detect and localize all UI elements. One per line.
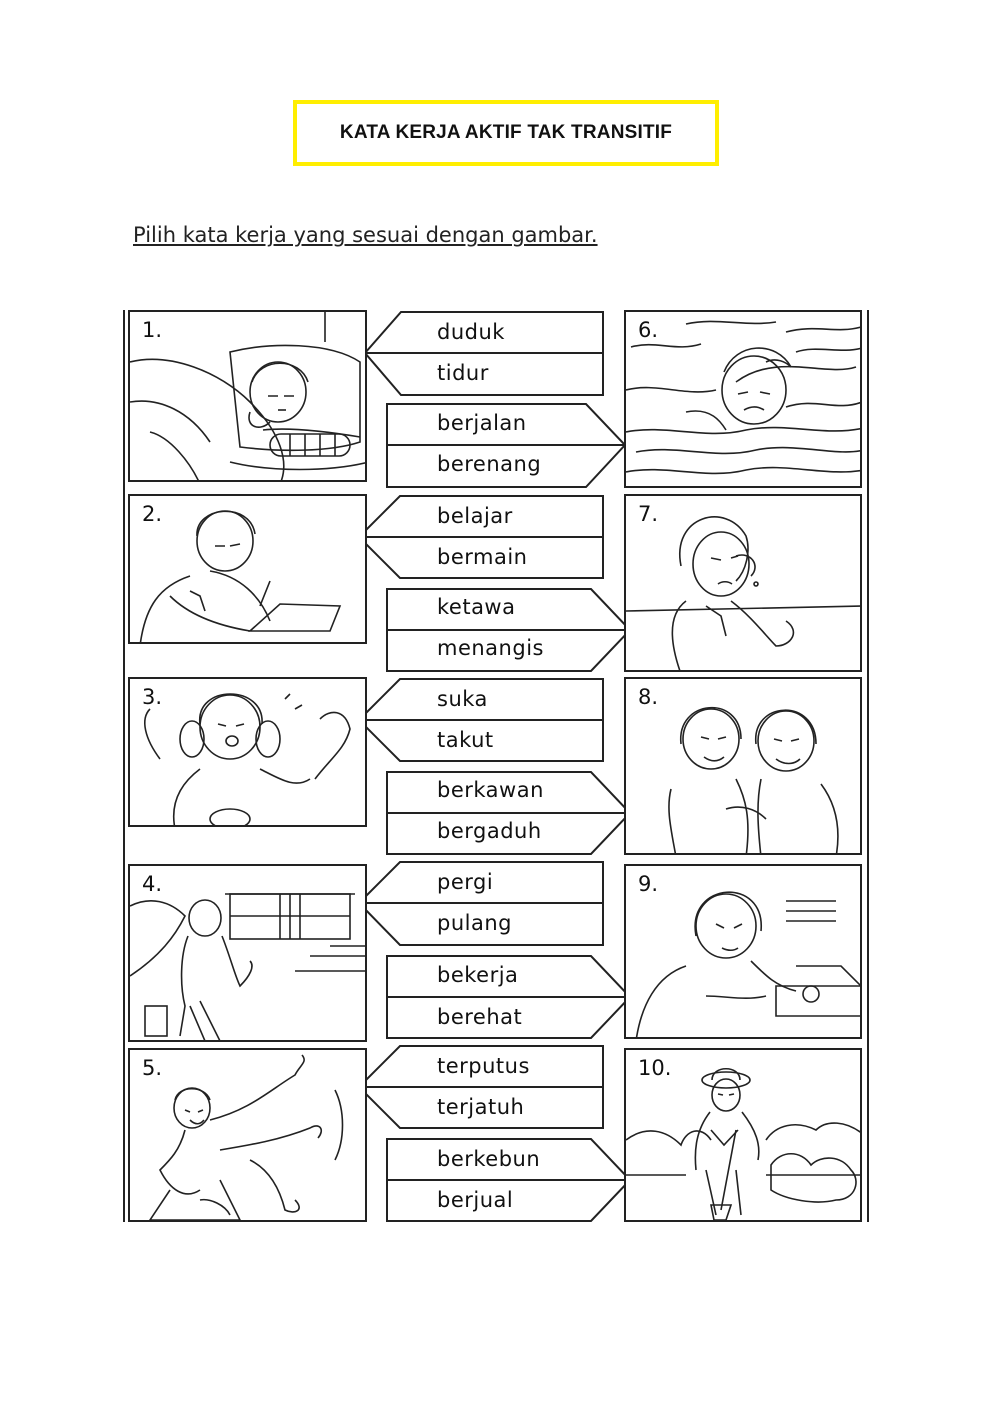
boy-falling-illustration bbox=[130, 1050, 367, 1222]
studying-boy-illustration bbox=[130, 496, 367, 644]
option-word[interactable]: suka bbox=[437, 687, 488, 711]
item-number: 4. bbox=[142, 872, 163, 896]
crying-girl-illustration bbox=[626, 496, 862, 672]
option-word[interactable]: pulang bbox=[437, 911, 512, 935]
option-word[interactable]: duduk bbox=[437, 320, 505, 344]
picture-panel bbox=[128, 864, 367, 1042]
page-title: KATA KERJA AKTIF TAK TRANSITIF bbox=[339, 122, 673, 143]
option-word[interactable]: ketawa bbox=[437, 595, 516, 619]
option-word[interactable]: terputus bbox=[437, 1054, 530, 1078]
option-word[interactable]: pergi bbox=[437, 870, 494, 894]
item-number: 8. bbox=[638, 685, 659, 709]
option-word[interactable]: tidur bbox=[437, 361, 489, 385]
option-word[interactable]: terjatuh bbox=[437, 1095, 525, 1119]
item-number: 10. bbox=[638, 1056, 672, 1080]
two-friends-illustration bbox=[626, 679, 862, 855]
scared-girl-illustration bbox=[130, 679, 367, 827]
instruction-text: Pilih kata kerja yang sesuai dengan gambar. bbox=[133, 223, 598, 247]
boy-going-to-school-illustration bbox=[130, 866, 367, 1042]
item-number: 6. bbox=[638, 318, 659, 342]
option-word[interactable]: berjual bbox=[437, 1188, 514, 1212]
option-word[interactable]: bergaduh bbox=[437, 819, 542, 843]
picture-panel bbox=[128, 1048, 367, 1222]
picture-panel bbox=[128, 310, 367, 482]
item-number: 5. bbox=[142, 1056, 163, 1080]
item-number: 3. bbox=[142, 685, 163, 709]
item-number: 2. bbox=[142, 502, 163, 526]
option-word[interactable]: berenang bbox=[437, 452, 542, 476]
option-word[interactable]: berjalan bbox=[437, 411, 527, 435]
option-word[interactable]: bermain bbox=[437, 545, 528, 569]
girl-working-illustration bbox=[626, 866, 862, 1039]
option-word[interactable]: berkebun bbox=[437, 1147, 541, 1171]
picture-panel bbox=[624, 310, 862, 488]
swimming-boy-illustration bbox=[626, 312, 862, 488]
item-number: 7. bbox=[638, 502, 659, 526]
option-word[interactable]: takut bbox=[437, 728, 494, 752]
option-word[interactable]: menangis bbox=[437, 636, 544, 660]
picture-panel bbox=[624, 677, 862, 855]
option-word[interactable]: belajar bbox=[437, 504, 513, 528]
option-word[interactable]: berehat bbox=[437, 1005, 523, 1029]
picture-panel bbox=[128, 494, 367, 644]
sleeping-boy-illustration bbox=[130, 312, 367, 482]
option-word[interactable]: bekerja bbox=[437, 963, 519, 987]
picture-panel bbox=[624, 864, 862, 1039]
item-number: 9. bbox=[638, 872, 659, 896]
picture-panel bbox=[624, 1048, 862, 1222]
picture-panel bbox=[128, 677, 367, 827]
option-word[interactable]: berkawan bbox=[437, 778, 544, 802]
picture-panel bbox=[624, 494, 862, 672]
item-number: 1. bbox=[142, 318, 163, 342]
